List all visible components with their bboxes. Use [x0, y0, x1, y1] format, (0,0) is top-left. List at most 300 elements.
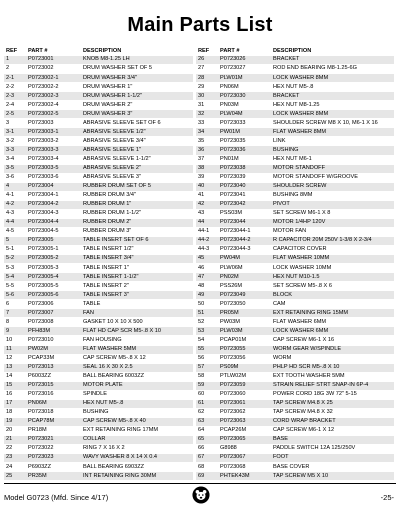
part-number-cell: PS09M [218, 363, 271, 372]
ref-cell: 46 [196, 264, 218, 273]
part-number-cell: PR35M [26, 472, 81, 481]
ref-cell: 3-5 [4, 164, 26, 173]
part-number-cell: PW02M [26, 345, 81, 354]
ref-cell: 59 [196, 381, 218, 390]
description-cell: DRUM WASHER 1-1/2" [81, 92, 193, 101]
part-number-cell: P0723044-1 [218, 227, 271, 236]
part-number-cell: P0723003-2 [26, 137, 81, 146]
description-cell: TAP SCREW M4.8 X 32 [271, 408, 394, 417]
part-number-cell: PR05M [218, 309, 271, 318]
table-row [4, 354, 193, 363]
part-number-cell: PLW01M [218, 74, 271, 83]
table-row [4, 381, 193, 390]
ref-cell: 49 [196, 291, 218, 300]
table-row [4, 417, 193, 426]
ref-cell: 27 [196, 65, 218, 74]
description-cell: FLAT WASHER 6MM [271, 318, 394, 327]
description-cell: TABLE INSERT 3/4" [81, 255, 193, 264]
part-number-cell: PCAP33M [26, 354, 81, 363]
ref-cell: 44-2 [196, 236, 218, 245]
ref-cell: 48 [196, 282, 218, 291]
part-number-cell: P0723036 [218, 146, 271, 155]
part-number-cell: PSS26M [218, 282, 271, 291]
parts-table-right [196, 47, 394, 481]
part-number-cell: P0723013 [26, 363, 81, 372]
ref-cell: 31 [196, 101, 218, 110]
description-cell: LOCK WASHER 8MM [271, 74, 394, 83]
part-number-cell: PCAP26M [218, 426, 271, 435]
description-cell: FLAT WASHER 5MM [81, 345, 193, 354]
table-row [196, 363, 394, 372]
part-number-cell: P0723003-5 [26, 164, 81, 173]
ref-cell: 43 [196, 209, 218, 218]
part-number-cell: P0723005-5 [26, 282, 81, 291]
description-cell: MOTOR STANDOFF [271, 164, 394, 173]
ref-cell: 13 [4, 363, 26, 372]
part-number-cell: PSS03M [218, 209, 271, 218]
table-row [4, 236, 193, 245]
table-row [4, 92, 193, 101]
part-number-cell: P0723005-3 [26, 264, 81, 273]
description-cell: TAP SCREW M4.8 X 25 [271, 399, 394, 408]
part-number-cell: P0723006 [26, 300, 81, 309]
part-number-cell: PLW04M [218, 110, 271, 119]
header-part: PART # [220, 47, 240, 54]
part-number-cell: P0723005-6 [26, 291, 81, 300]
part-number-cell: P0723060 [218, 390, 271, 399]
description-cell: EXT RETAINING RING 15MM [271, 309, 394, 318]
description-cell: HEX NUT M5-.8 [81, 399, 193, 408]
description-cell: EXT RETAINING RING 17MM [81, 426, 193, 435]
ref-cell: 12 [4, 354, 26, 363]
ref-cell: 1 [4, 56, 26, 65]
ref-cell: 60 [196, 390, 218, 399]
part-number-cell: PN03M [218, 101, 271, 110]
ref-cell: 16 [4, 390, 26, 399]
table-row [196, 399, 394, 408]
table-row [196, 472, 394, 481]
part-number-cell: P0723002-1 [26, 74, 81, 83]
ref-cell: 5-6 [4, 291, 26, 300]
part-number-cell: P0723008 [26, 318, 81, 327]
part-number-cell: P0723003-3 [26, 146, 81, 155]
description-cell: FLAT WASHER 10MM [271, 255, 394, 264]
table-row [196, 128, 394, 137]
part-number-cell: P0723035 [218, 137, 271, 146]
part-number-cell: P0723059 [218, 381, 271, 390]
description-cell: BALL BEARING 6903ZZ [81, 463, 193, 472]
part-number-cell: P0723039 [218, 173, 271, 182]
part-number-cell: P0723038 [218, 164, 271, 173]
table-row [196, 182, 394, 191]
table-row [4, 454, 193, 463]
ref-cell: 21 [4, 435, 26, 444]
ref-cell: 41 [196, 191, 218, 200]
part-number-cell: P6903ZZ [26, 463, 81, 472]
table-row [196, 408, 394, 417]
table-row [4, 218, 193, 227]
table-row [196, 282, 394, 291]
part-number-cell: P0723005-4 [26, 273, 81, 282]
description-cell: TABLE [81, 300, 193, 309]
ref-cell: 4-4 [4, 218, 26, 227]
description-cell: DRUM WASHER 2" [81, 101, 193, 110]
ref-cell: 4-1 [4, 191, 26, 200]
part-number-cell: P0723040 [218, 182, 271, 191]
ref-cell: 23 [4, 454, 26, 463]
description-cell: PIVOT [271, 200, 394, 209]
ref-cell: 7 [4, 309, 26, 318]
table-row [196, 155, 394, 164]
part-number-cell: P0723018 [26, 408, 81, 417]
part-number-cell: P0723016 [26, 390, 81, 399]
part-number-cell: P0723005-1 [26, 245, 81, 254]
ref-cell: 63 [196, 417, 218, 426]
table-row [196, 309, 394, 318]
ref-cell: 17 [4, 399, 26, 408]
part-number-cell: P0723022 [26, 445, 81, 454]
ref-cell: 10 [4, 336, 26, 345]
part-number-cell: P0723002 [26, 65, 81, 74]
ref-cell: 4 [4, 182, 26, 191]
part-number-cell: P0723068 [218, 463, 271, 472]
page-title: Main Parts List [127, 14, 273, 36]
ref-cell: 30 [196, 92, 218, 101]
description-cell: TABLE INSERT 2" [81, 282, 193, 291]
part-number-cell: PW03M [218, 318, 271, 327]
description-cell: CORD WRAP BRACKET [271, 417, 394, 426]
table-row [4, 191, 193, 200]
part-number-cell: PLW03M [218, 327, 271, 336]
description-cell: TABLE INSERT 1/2" [81, 245, 193, 254]
description-cell: TAP SCREW M5 X 10 [271, 472, 394, 481]
table-header-row [4, 47, 193, 56]
part-number-cell: P0723030 [218, 92, 271, 101]
ref-cell: 67 [196, 454, 218, 463]
description-cell: HEX NUT M6-1 [271, 155, 394, 164]
table-row [4, 128, 193, 137]
table-row [4, 110, 193, 119]
table-row [196, 336, 394, 345]
ref-cell: 57 [196, 363, 218, 372]
table-row [196, 146, 394, 155]
ref-cell: 58 [196, 372, 218, 381]
part-number-cell: P0723056 [218, 354, 271, 363]
ref-cell: 5-4 [4, 273, 26, 282]
part-number-cell: PN01M [218, 155, 271, 164]
ref-cell: 26 [196, 56, 218, 65]
description-cell: MOTOR PLATE [81, 381, 193, 390]
part-number-cell: PTLW02M [218, 372, 271, 381]
ref-cell: 34 [196, 128, 218, 137]
description-cell: EXT TOOTH WASHER 5MM [271, 372, 394, 381]
part-number-cell: PCAP78M [26, 417, 81, 426]
table-row [196, 245, 394, 254]
table-row [4, 300, 193, 309]
header-description: DESCRIPTION [273, 47, 312, 54]
table-row [4, 182, 193, 191]
table-row [196, 291, 394, 300]
ref-cell: 4-3 [4, 209, 26, 218]
part-number-cell: P0723002-2 [26, 83, 81, 92]
ref-cell: 22 [4, 445, 26, 454]
table-row [4, 264, 193, 273]
table-row [196, 209, 394, 218]
description-cell: TABLE INSERT 1" [81, 264, 193, 273]
part-number-cell: P0723010 [26, 336, 81, 345]
ref-cell: 54 [196, 336, 218, 345]
part-number-cell: P0723042 [218, 200, 271, 209]
part-number-cell: P0723055 [218, 345, 271, 354]
description-cell: PADDLE SWITCH 12A 125/250V [271, 445, 394, 454]
part-number-cell: PR18M [26, 426, 81, 435]
table-row [196, 300, 394, 309]
description-cell: SET SCREW M5-.8 X 6 [271, 282, 394, 291]
description-cell: LOCK WASHER 6MM [271, 327, 394, 336]
part-number-cell: P0723005 [26, 236, 81, 245]
part-number-cell: P0723065 [218, 435, 271, 444]
table-row [4, 74, 193, 83]
footer-divider [4, 483, 396, 484]
description-cell: ABRASIVE SLEEVE 2" [81, 164, 193, 173]
table-row [196, 454, 394, 463]
ref-cell: 8 [4, 318, 26, 327]
description-cell: ABRASIVE SLEEVE SET OF 6 [81, 119, 193, 128]
table-row [196, 273, 394, 282]
parts-table-left [4, 47, 193, 481]
description-cell: WORM GEAR W/SPINDLE [271, 345, 394, 354]
description-cell: HEX NUT M5-.8 [271, 83, 394, 92]
table-row [4, 101, 193, 110]
ref-cell: 51 [196, 309, 218, 318]
header-description: DESCRIPTION [83, 47, 122, 54]
ref-cell: 68 [196, 463, 218, 472]
description-cell: INT RETAINING RING 30MM [81, 472, 193, 481]
table-row [196, 445, 394, 454]
description-cell: WAVY WASHER 8 X 14 X 0.4 [81, 454, 193, 463]
ref-cell: 69 [196, 472, 218, 481]
part-number-cell: P0723027 [218, 65, 271, 74]
description-cell: BALL BEARING 6003ZZ [81, 372, 193, 381]
table-row [196, 381, 394, 390]
description-cell: MOTOR FAN [271, 227, 394, 236]
part-number-cell: P0723023 [26, 454, 81, 463]
table-row [196, 327, 394, 336]
header-part: PART # [28, 47, 48, 54]
ref-cell: 55 [196, 345, 218, 354]
description-cell: RUBBER DRUM SET OF 5 [81, 182, 193, 191]
table-row [196, 56, 394, 65]
ref-cell: 5-3 [4, 264, 26, 273]
part-number-cell: P0723062 [218, 408, 271, 417]
table-row [4, 56, 193, 65]
part-number-cell: P0723044 [218, 218, 271, 227]
ref-cell: 5-2 [4, 255, 26, 264]
description-cell: STRAIN RELIEF STRT SNAP-IN 6P-4 [271, 381, 394, 390]
description-cell: DRUM WASHER 3/4" [81, 74, 193, 83]
part-number-cell: P0723067 [218, 454, 271, 463]
description-cell: ABRASIVE SLEEVE 3/4" [81, 137, 193, 146]
part-number-cell: P0723005-2 [26, 255, 81, 264]
part-number-cell: PLW06M [218, 264, 271, 273]
description-cell: MOTOR 1/4HP 120V [271, 218, 394, 227]
ref-cell: 19 [4, 417, 26, 426]
ref-cell: 29 [196, 83, 218, 92]
table-row [4, 227, 193, 236]
description-cell: RUBBER DRUM 2" [81, 218, 193, 227]
table-row [196, 417, 394, 426]
ref-cell: 4-2 [4, 200, 26, 209]
description-cell: TABLE INSERT 3" [81, 291, 193, 300]
description-cell: LINK [271, 137, 394, 146]
table-row [4, 245, 193, 254]
description-cell: SET SCREW M6-1 X 8 [271, 209, 394, 218]
description-cell: HEX NUT M8-1.25 [271, 101, 394, 110]
ref-cell: 47 [196, 273, 218, 282]
description-cell: FAN [81, 309, 193, 318]
description-cell: ROD END BEARING M8-1.25-6G [271, 65, 394, 74]
part-number-cell: P6003ZZ [26, 372, 81, 381]
table-row [4, 435, 193, 444]
description-cell: BRACKET [271, 56, 394, 65]
table-row [196, 65, 394, 74]
table-header-row [196, 47, 394, 56]
description-cell: CAM [271, 300, 394, 309]
description-cell: BUSHING [271, 146, 394, 155]
ref-cell: 61 [196, 399, 218, 408]
description-cell: CAP SCREW M5-.8 X 40 [81, 417, 193, 426]
table-row [4, 399, 193, 408]
description-cell: BUSHING 8MM [271, 191, 394, 200]
description-cell: FLAT HD CAP SCR M5-.8 X 10 [81, 327, 193, 336]
ref-cell: 32 [196, 110, 218, 119]
part-number-cell: P0723002-5 [26, 110, 81, 119]
table-row [4, 309, 193, 318]
table-row [196, 264, 394, 273]
description-cell: RING 7 X 16 X 2 [81, 445, 193, 454]
ref-cell: 66 [196, 445, 218, 454]
ref-cell: 2-3 [4, 92, 26, 101]
table-row [4, 119, 193, 128]
description-cell: MOTOR STANDOFF W/GROOVE [271, 173, 394, 182]
ref-cell: 2-2 [4, 83, 26, 92]
description-cell: DRUM WASHER 3" [81, 110, 193, 119]
ref-cell: 44-3 [196, 245, 218, 254]
table-row [4, 273, 193, 282]
table-row [4, 336, 193, 345]
table-row [196, 191, 394, 200]
part-number-cell: PN06M [218, 83, 271, 92]
description-cell: KNOB M8-1.25 LH [81, 56, 193, 65]
part-number-cell: PW04M [218, 255, 271, 264]
table-row [4, 327, 193, 336]
description-cell: TABLE INSERT SET OF 6 [81, 236, 193, 245]
part-number-cell: P0723003-6 [26, 173, 81, 182]
table-row [4, 318, 193, 327]
table-row [196, 110, 394, 119]
description-cell: LOCK WASHER 8MM [271, 110, 394, 119]
page-number: -25- [380, 493, 394, 502]
description-cell: ABRASIVE SLEEVE 1-1/2" [81, 155, 193, 164]
ref-cell: 5-1 [4, 245, 26, 254]
table-row [4, 137, 193, 146]
table-row [196, 354, 394, 363]
part-number-cell: P0723033 [218, 119, 271, 128]
part-number-cell: P0723044-3 [218, 245, 271, 254]
description-cell: ABRASIVE SLEEVE 3" [81, 173, 193, 182]
table-row [196, 218, 394, 227]
table-row [4, 408, 193, 417]
description-cell: CAP SCREW M6-1 X 16 [271, 336, 394, 345]
ref-cell: 11 [4, 345, 26, 354]
part-number-cell: PHTEK43M [218, 472, 271, 481]
table-row [196, 74, 394, 83]
table-row [196, 164, 394, 173]
ref-cell: 36 [196, 146, 218, 155]
ref-cell: 52 [196, 318, 218, 327]
ref-cell: 5-5 [4, 282, 26, 291]
ref-cell: 44 [196, 218, 218, 227]
table-row [4, 445, 193, 454]
ref-cell: 15 [4, 381, 26, 390]
table-row [4, 291, 193, 300]
description-cell: FLAT WASHER 8MM [271, 128, 394, 137]
description-cell: SHOULDER SCREW M8 X 10, M6-1 X 16 [271, 119, 394, 128]
description-cell: COLLAR [81, 435, 193, 444]
description-cell: SEAL 16 X 30 X 2.5 [81, 363, 193, 372]
table-row [4, 472, 193, 481]
part-number-cell: P0723026 [218, 56, 271, 65]
ref-cell: 50 [196, 300, 218, 309]
ref-cell: 62 [196, 408, 218, 417]
table-row [196, 227, 394, 236]
part-number-cell: P0723002-4 [26, 101, 81, 110]
ref-cell: 2-5 [4, 110, 26, 119]
ref-cell: 20 [4, 426, 26, 435]
ref-cell: 44-1 [196, 227, 218, 236]
part-number-cell: P0723004-4 [26, 218, 81, 227]
table-row [4, 255, 193, 264]
ref-cell: 3-4 [4, 155, 26, 164]
description-cell: CAPACITOR COVER [271, 245, 394, 254]
ref-cell: 35 [196, 137, 218, 146]
table-row [196, 372, 394, 381]
table-row [196, 137, 394, 146]
ref-cell: 3 [4, 119, 26, 128]
ref-cell: 14 [4, 372, 26, 381]
ref-cell: 18 [4, 408, 26, 417]
ref-cell: 24 [4, 463, 26, 472]
part-number-cell: P0723044-2 [218, 236, 271, 245]
part-number-cell: P0723063 [218, 417, 271, 426]
description-cell: HEX NUT M10-1.5 [271, 273, 394, 282]
part-number-cell: PW01M [218, 128, 271, 137]
table-row [196, 83, 394, 92]
table-row [4, 426, 193, 435]
part-number-cell: P0723003 [26, 119, 81, 128]
description-cell: BLOCK [271, 291, 394, 300]
description-cell: DRUM WASHER SET OF 5 [81, 65, 193, 74]
ref-cell: 2-4 [4, 101, 26, 110]
table-row [4, 164, 193, 173]
description-cell: CAP SCREW M6-1 X 12 [271, 426, 394, 435]
ref-cell: 40 [196, 182, 218, 191]
table-row [4, 155, 193, 164]
description-cell: FAN HOUSING [81, 336, 193, 345]
header-ref: REF [198, 47, 210, 54]
part-number-cell: PN06M [26, 399, 81, 408]
ref-cell: 33 [196, 119, 218, 128]
